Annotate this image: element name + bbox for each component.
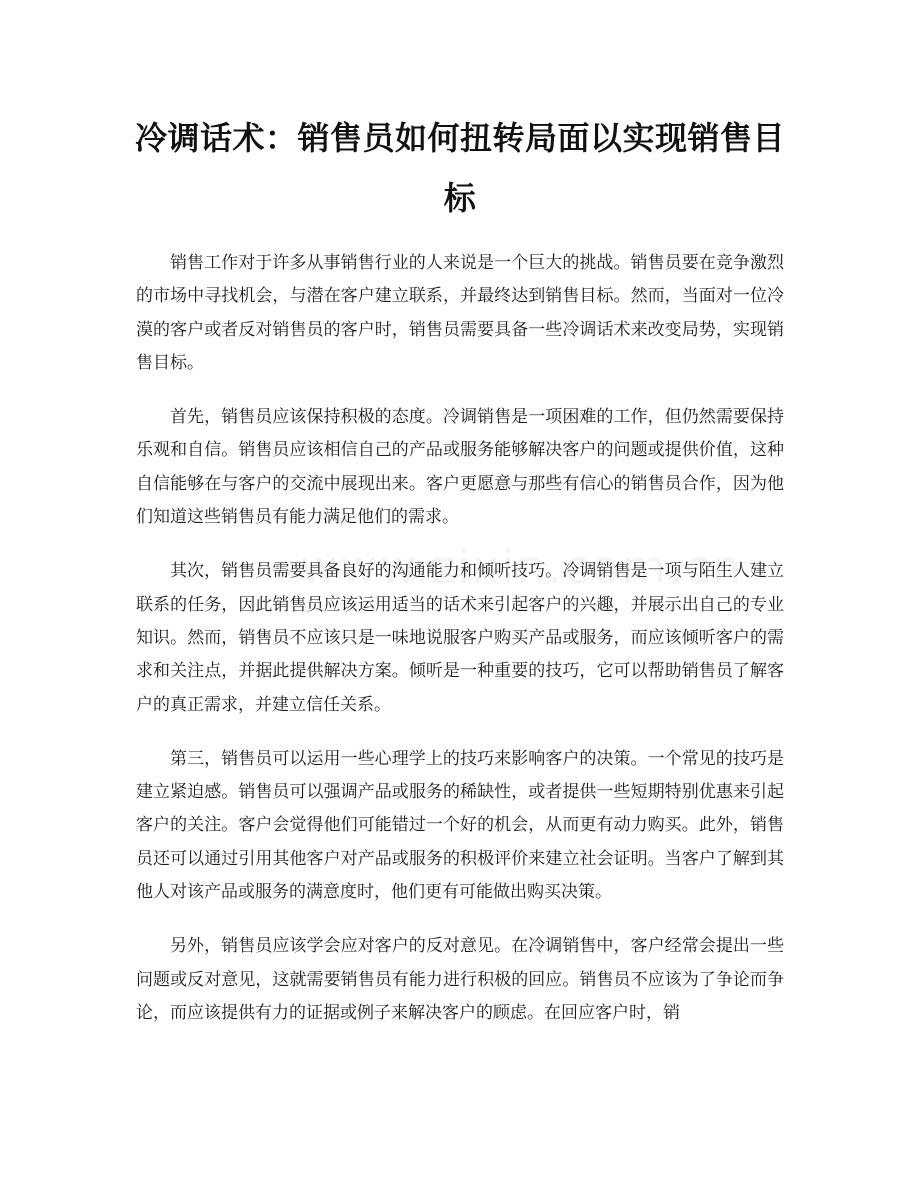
document-title: 冷调话术：销售员如何扭转局面以实现销售目标: [134, 119, 785, 217]
document-body: [136, 247, 784, 1051]
paragraph-5: 另外，销售员应该学会应对客户的反对意见。在冷调销售中，客户经常会提出一些问题或反对意见，这就需要销售员有能力进行积极的回应。销售员不应该为了争论而争论，而应该提供有力的证据或例子来解决客户的顾虑。在回应客户时，销: [136, 936, 784, 1023]
paragraph-2: 首先，销售员应该保持积极的态度。冷调销售是一项困难的工作，但仍然需要保持乐观和自信。销售员应该相信自己的产品或服务能够解决客户的问题或提供价值，这种自信能够在与客户的交流中展现出来。客户更愿意与那些有信心的销售员合作，因为他们知道这些销售员有能力满足他们的需求。: [136, 407, 784, 528]
paragraph-3: 其次，销售员需要具备良好的沟通能力和倾听技巧。冷调销售是一项与陌生人建立联系的任务，因此销售员应该运用适当的话术来引起客户的兴趣，并展示出自己的专业知识。然而，销售员不应该只是一味地说服客户购买产品或服务，而应该倾听客户的需求和关注点，并据此提供解决方案。倾听是一种重要的技巧，它可以帮助销售员了解客户的真正需求，并建立信任关系。: [136, 561, 784, 715]
paragraph-4: 第三，销售员可以运用一些心理学上的技巧来影响客户的决策。一个常见的技巧是建立紧迫感。销售员可以强调产品或服务的稀缺性，或者提供一些短期特别优惠来引起客户的关注。客户会觉得他们可能错过一个好的机会，从而更有动力购买。此外，销售员还可以通过引用其他客户对产品或服务的积极评价来建立社会证明。当客户了解到其他人对该产品或服务的满意度时，他们更有可能做出购买决策。: [136, 748, 784, 903]
paragraph-1: 销售工作对于许多从事销售行业的人来说是一个巨大的挑战。销售员要在竞争激烈的市场中寻找机会，与潜在客户建立联系，并最终达到销售目标。然而，当面对一位冷漠的客户或者反对销售员的客户时，销售员需要具备一些冷调话术来改变局势，实现销售目标。: [136, 253, 784, 373]
